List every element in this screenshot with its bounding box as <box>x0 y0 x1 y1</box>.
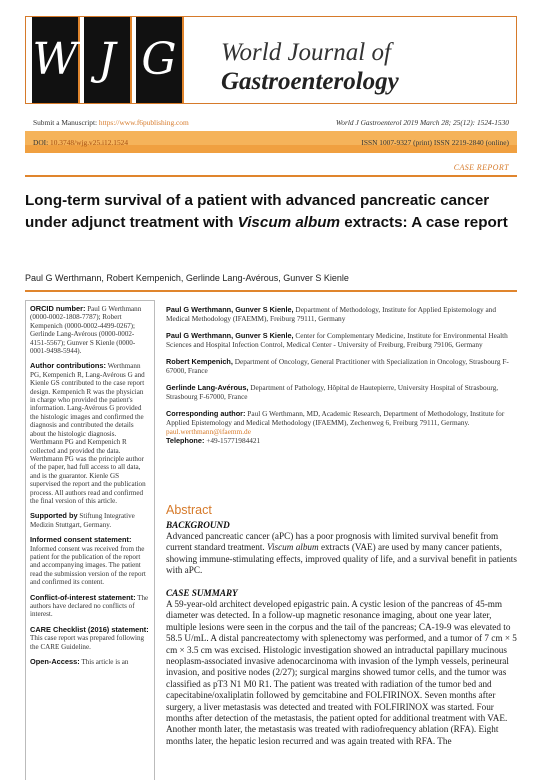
logo-letter-j: J <box>84 17 132 103</box>
conflict-text: The authors have declared no conflicts of interest. <box>30 593 149 619</box>
care-text: This case report was prepared following the CARE Guideline. <box>30 634 145 651</box>
background-heading: BACKGROUND <box>166 520 230 530</box>
affiliation-item <box>166 305 518 323</box>
contributions-heading: Author contributions: <box>30 361 106 371</box>
background-text-2: extracts (VAE) are used by many cancer patients, showing immune-stimulating effects, improved quality of life, and a survival benefit in patients with aPC. <box>166 542 517 576</box>
corresponding-author <box>166 409 518 445</box>
logo-letter-w: W <box>32 17 80 103</box>
orcid-section <box>30 305 150 355</box>
affiliation-authors: Paul G Werthmann, Gunver S Kienle, <box>166 305 294 314</box>
open-access-text: This article is an <box>79 658 129 667</box>
orcid-heading: ORCID number: <box>30 304 86 313</box>
affiliation-authors: Gerlinde Lang-Avérous, <box>166 383 249 392</box>
journal-title-line1: World Journal of <box>221 39 391 66</box>
title-part2: extracts: A case report <box>340 214 508 231</box>
journal-masthead <box>25 16 517 104</box>
doi-link[interactable]: 10.3748/wjg.v25.i12.1524 <box>50 138 129 147</box>
conflict-heading: Conflict-of-interest statement: <box>30 592 136 602</box>
affiliation-text: Center for Complementary Medicine, Institute for Environmental Health Sciences and Hospital Infection Control, Medical Center - University of Freiburg, Freiburg 79106, Germany <box>166 331 508 349</box>
open-access-section <box>30 658 150 666</box>
doi-label: DOI: <box>33 138 51 147</box>
abstract-heading: Abstract <box>166 503 212 517</box>
affiliation-text: Department of Oncology, General Practitioner with Specialization in Oncology, Strasbourg F-67000, France <box>166 357 509 375</box>
logo-letter-g: G <box>136 17 184 103</box>
background-italic: Viscum album <box>267 542 319 553</box>
submit-link[interactable]: https://www.f6publishing.com <box>98 118 189 127</box>
issn: ISSN 1007-9327 (print) ISSN 2219-2840 (online) <box>361 138 509 147</box>
telephone-text: +49-15771984421 <box>204 436 261 445</box>
affiliations <box>166 305 518 453</box>
orcid-text: Paul G Werthmann (0000-0002-1808-7787); Robert Kempenich (0000-0002-4499-0267); Gerlinde Lang-Avérous (0000-0002-4151-5567); Gunver S Kienle (0000-0001-9498-5944). <box>30 305 142 356</box>
case-summary-heading: CASE SUMMARY <box>166 588 238 598</box>
corresponding-heading: Corresponding author: <box>166 409 246 418</box>
submit-label: Submit a Manuscript: <box>33 118 99 127</box>
header-divider <box>25 175 517 177</box>
care-heading: CARE Checklist (2016) statement: <box>30 624 149 634</box>
telephone-heading: Telephone: <box>166 436 205 445</box>
corresponding-email-link[interactable]: paul.werthmann@ifaemm.de <box>166 427 251 436</box>
care-section <box>30 626 150 651</box>
support-heading: Supported by <box>30 511 78 521</box>
consent-text: Informed consent was received from the patient for the publication of the report and accompanying images. The patient read the submission version of the report and confirmed its content. <box>30 544 146 587</box>
consent-heading: Informed consent statement: <box>30 535 132 545</box>
support-text: Stiftung Integrative Medizin Stuttgart, Germany. <box>30 512 135 529</box>
journal-title <box>221 39 399 97</box>
background-text-1: Advanced pancreatic cancer (aPC) has a poor prognosis with limited survival benefit from current standard treatment. <box>166 531 499 553</box>
author-notes-sidebar <box>25 300 155 780</box>
abstract-case-summary <box>166 588 518 747</box>
abstract-background <box>166 520 518 577</box>
background-text <box>166 531 518 577</box>
affiliation-item <box>166 357 518 375</box>
affiliation-text: Department of Methodology, Institute for Applied Epistemology and Medical Methodology (IFAEMM), Freiburg 79111, Germany <box>166 305 496 323</box>
title-part1: Long-term survival of a patient with advanced pancreatic cancer under adjunct treatment with <box>25 192 490 231</box>
support-section <box>30 512 150 529</box>
submit-row <box>25 118 517 127</box>
article-title <box>25 190 515 234</box>
author-list: Paul G Werthmann, Robert Kempenich, Gerlinde Lang-Avérous, Gunver S Kienle <box>25 273 349 283</box>
affiliation-authors: Robert Kempenich, <box>166 357 233 366</box>
consent-section <box>30 536 150 586</box>
affiliation-item <box>166 331 518 349</box>
doi-row <box>25 138 517 147</box>
affiliation-item <box>166 383 518 401</box>
authors-divider <box>25 290 517 292</box>
open-access-heading: Open-Access: <box>30 657 80 667</box>
conflict-section <box>30 594 150 619</box>
case-report-label: CASE REPORT <box>453 163 509 172</box>
title-italic: Viscum album <box>237 214 341 231</box>
affiliation-text: Department of Pathology, Hôpital de Hautepierre, University Hospital of Strasbourg, Strasbourg F-67000, France <box>166 383 499 401</box>
contributions-section <box>30 362 150 505</box>
contributions-text: Werthmann PG, Kempenich R, Lang-Avérous G and Kienle GS contributed to the case report design. Kempenich R was the physician in charge who provided the patient's information. Lang-Avérous G provided the histologic images and confirmed the diagnosis and contributed the details about the histologic diagnosis. Werthmann PG and Kempenich R collected and provided the data. Werthmann PG was the principle author of the paper, had full access to all data, and is the guarantor. Kienle GS supervised the report and the publication process. All authors read and confirmed the final version of this article. <box>30 362 146 505</box>
citation: World J Gastroenterol 2019 March 28; 25(12): 1524-1530 <box>335 118 509 127</box>
case-summary-text: A 59-year-old architect developed epigastric pain. A cystic lesion of the pancreas of 45-mm diameter was detected. In a follow-up magnetic resonance imaging, about one year later, multiple lesions were seen in the corpus and the tail of the pancreas; CA-19-9 was elevated to 58.5 U/mL. A distal pancreatectomy with splenectomy was performed, and a tumor of 7 cm × 5 cm × 3.5 cm was excised. Histologic investigation showed an intraductal papillary mucinous neoplasm-associated invasive adenocarcinoma with invasion of the lymph vessels, perineural invasion, and positive nodes (2/27); surgical margins showed tumor cells, and the tumor was classified as pT3 N1 M0 R1. The patient was treated with radiation of the tumor bed and capecitabine/oxaliplatin followed by gemcitabine and FOLFIRINOX. Seven months after surgery, a liver metastasis was detected and treated with FOLFIRINOX was started. Four months after detection of the metastasis, the patient opted for additional treatment with VAE. Another month later, the metastasis was treated with radiofrequency ablation (RFA). Eight months later, the hepatic lesion recurred and was again treated with RFA. The <box>166 599 517 746</box>
journal-title-line2: Gastroenterology <box>221 68 399 95</box>
corresponding-text: Paul G Werthmann, MD, Academic Research, Department of Methodology, Institute for Applied Epistemology and Medical Methodology (IFAEMM), Zechenweg 6, Freiburg 79111, Germany. <box>166 409 505 427</box>
affiliation-authors: Paul G Werthmann, Gunver S Kienle, <box>166 331 294 340</box>
